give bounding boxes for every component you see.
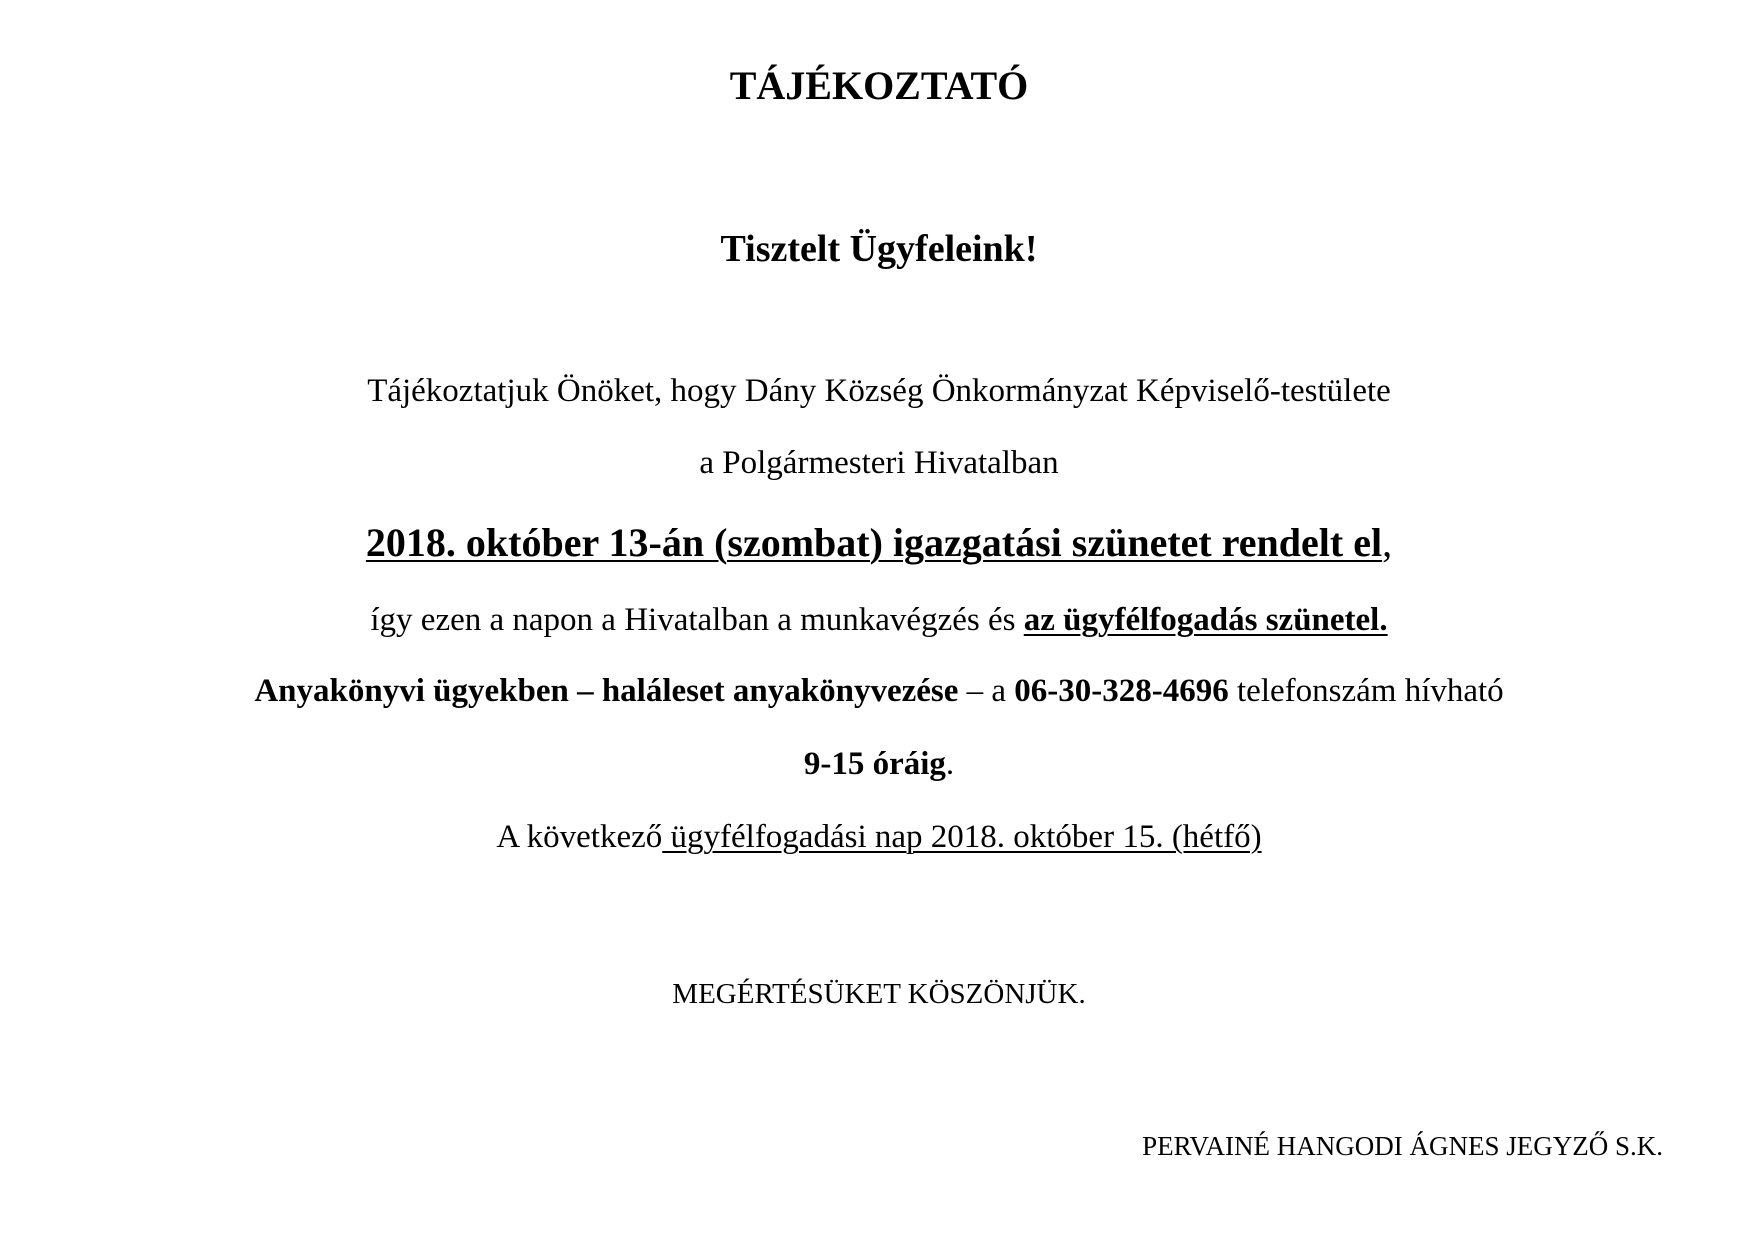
announcement-emphasis: 2018. október 13-án (szombat) igazgatási szünetet rendelt el: [365, 520, 1383, 565]
registry-bold-part: Anyakönyvi ügyekben – haláleset anyakönyvezése: [254, 673, 959, 709]
registry-middle: – a: [958, 673, 1015, 709]
document-title: TÁJÉKOZTATÓ: [729, 63, 1029, 108]
registry-suffix: telefonszám hívható: [1228, 673, 1504, 709]
phone-number: 06-30-328-4696: [1014, 673, 1229, 709]
hours-line: [2, 748, 1754, 781]
registry-line: [2, 675, 1754, 708]
work-suspension-prefix: így ezen a napon a Hivatalban a munkavégzés és: [370, 602, 1024, 638]
closing-line: MEGÉRTÉSÜKET KÖSZÖNJÜK.: [672, 978, 1086, 1010]
next-day-prefix: A következő: [496, 819, 663, 855]
announcement-trailing: ,: [1382, 520, 1393, 565]
hours-suffix: .: [945, 746, 955, 782]
next-day-line: [2, 821, 1754, 854]
signature: PERVAINÉ HANGODI ÁGNES JEGYZŐ S.K.: [1142, 1131, 1663, 1161]
work-suspension-line: [2, 604, 1754, 637]
hours-bold-part: 9-15 óráig: [803, 746, 946, 782]
next-day-underlined: ügyfélfogadási nap 2018. október 15. (hétfő): [662, 819, 1262, 855]
greeting: Tisztelt Ügyfeleink!: [720, 228, 1038, 270]
intro-paragraph: Tájékoztatjuk Önöket, hogy Dány Község Önkormányzat Képviselő-testülete: [367, 373, 1391, 409]
announcement-line: [2, 520, 1754, 565]
work-suspension-emphasis: az ügyfélfogadás szünetel.: [1023, 602, 1388, 638]
office-paragraph: a Polgármesteri Hivatalban: [699, 445, 1059, 481]
